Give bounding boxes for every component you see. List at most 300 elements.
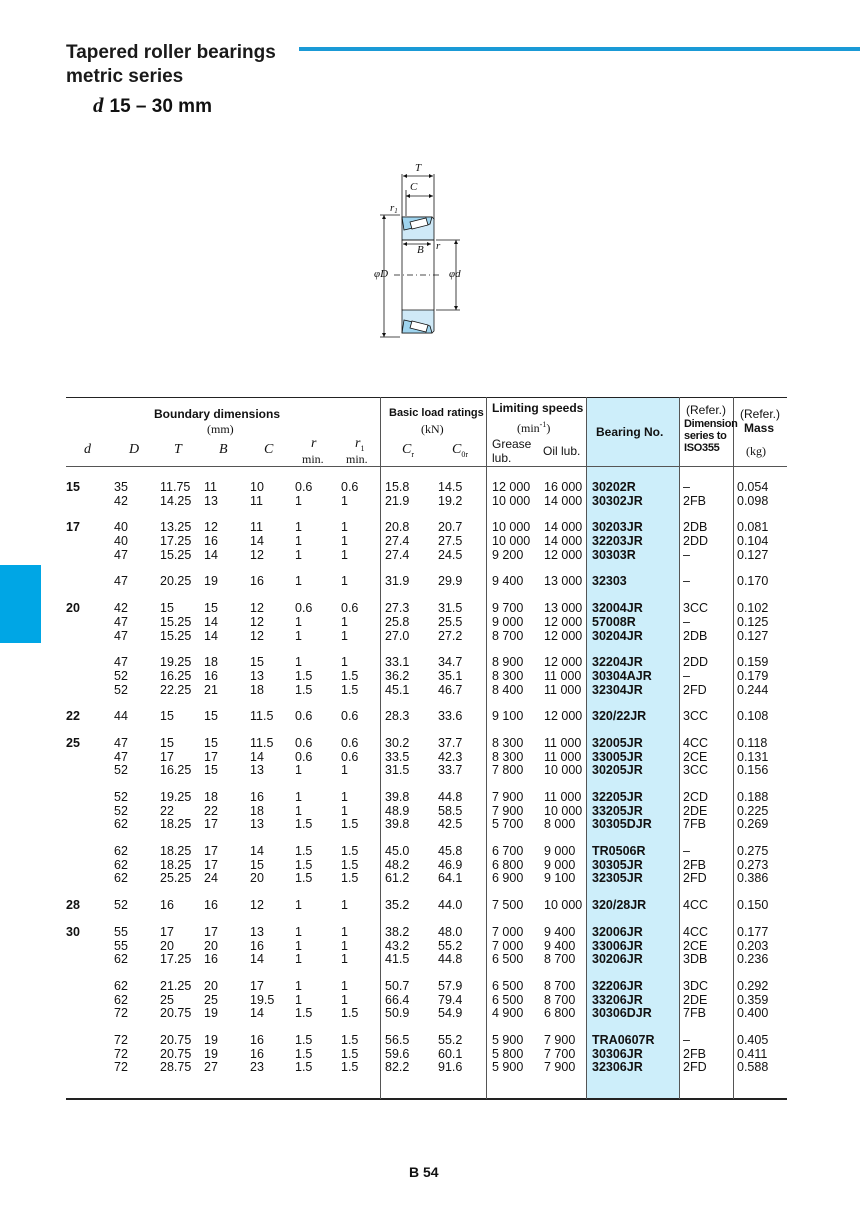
cell-T: 15 <box>160 709 174 724</box>
cell-r: 1 <box>295 493 302 508</box>
cell-grease: 6 500 <box>492 992 524 1007</box>
cell-Cr: 56.5 <box>385 1032 410 1047</box>
cell-bearing: 320/28JR <box>592 898 647 913</box>
table-row <box>66 737 787 751</box>
cell-T: 11.75 <box>160 480 191 494</box>
cell-r: 1 <box>295 628 302 643</box>
cell-bearing: 57008R <box>592 614 636 629</box>
cell-r: 1 <box>295 655 302 670</box>
cell-grease: 7 900 <box>492 790 524 804</box>
cell-grease: 7 000 <box>492 924 524 939</box>
cell-oil: 11 000 <box>544 668 582 683</box>
cell-r: 1.5 <box>295 1032 313 1047</box>
cell-T: 15.25 <box>160 614 192 629</box>
cell-B: 20 <box>204 938 218 953</box>
table-row <box>66 940 787 954</box>
cell-r1: 1 <box>341 547 348 562</box>
cell-D: 62 <box>114 978 128 993</box>
cell-r: 1.5 <box>295 682 313 697</box>
cell-B: 17 <box>204 749 218 764</box>
cell-r1: 1 <box>341 952 348 967</box>
cell-C: 14 <box>250 1006 264 1021</box>
cell-r: 1.5 <box>295 844 313 859</box>
cell-C0r: 29.9 <box>438 574 463 589</box>
table-row <box>66 630 787 644</box>
table-row <box>66 575 787 589</box>
table-row <box>66 1048 787 1062</box>
row-group <box>66 481 787 508</box>
cell-C0r: 44.0 <box>438 898 463 913</box>
col-header-Cr: $C_r$ <box>402 442 415 459</box>
cell-T: 15.25 <box>160 547 192 562</box>
cell-dim: 2DB <box>683 520 708 535</box>
cell-bearing: 32303 <box>592 574 627 589</box>
cell-T: 17.25 <box>160 534 192 549</box>
table-row <box>66 818 787 832</box>
cell-C: 11.5 <box>250 709 274 724</box>
table-row <box>66 926 787 940</box>
table-row <box>66 481 787 495</box>
cell-D: 42 <box>114 601 128 616</box>
cell-grease: 6 700 <box>492 844 524 859</box>
table-row <box>66 495 787 509</box>
cell-Cr: 21.9 <box>385 493 410 508</box>
cell-T: 20.25 <box>160 574 192 589</box>
cell-bearing: 32306JR <box>592 1060 643 1075</box>
cell-oil: 12 000 <box>544 628 583 643</box>
cell-r1: 0.6 <box>341 709 359 724</box>
cell-T: 17 <box>160 749 174 764</box>
cell-T: 20.75 <box>160 1006 192 1021</box>
cell-bearing: 30302JR <box>592 493 643 508</box>
table-body <box>66 481 787 1088</box>
cell-grease: 6 500 <box>492 978 524 993</box>
cell-mass: 0.127 <box>737 628 769 643</box>
cell-C0r: 44.8 <box>438 790 463 804</box>
cell-T: 16.25 <box>160 763 192 778</box>
cell-r: 1 <box>295 574 302 589</box>
cell-dim: 7FB <box>683 1006 706 1021</box>
table-row <box>66 602 787 616</box>
cell-r: 1 <box>295 978 302 993</box>
cell-r: 1.5 <box>295 668 313 683</box>
cell-D: 47 <box>114 749 128 764</box>
cell-T: 21.25 <box>160 978 192 993</box>
cell-dim: – <box>683 547 690 562</box>
cell-r1: 1.5 <box>341 1032 359 1047</box>
row-group <box>66 926 787 967</box>
cell-mass: 0.081 <box>737 520 769 535</box>
cell-r: 1 <box>295 520 302 535</box>
cell-mass: 0.054 <box>737 480 769 494</box>
cell-bearing: 30206JR <box>592 952 643 967</box>
table-row <box>66 899 787 913</box>
cell-r1: 1.5 <box>341 1006 359 1021</box>
cell-grease: 9 000 <box>492 614 524 629</box>
cell-C: 16 <box>250 1046 264 1061</box>
cell-oil: 12 000 <box>544 709 583 724</box>
cell-C0r: 79.4 <box>438 992 463 1007</box>
col-header-r: r <box>311 436 317 451</box>
cell-r1: 1 <box>341 803 348 818</box>
cell-oil: 9 400 <box>544 924 576 939</box>
cell-bearing: 33206JR <box>592 992 643 1007</box>
cell-B: 16 <box>204 952 218 967</box>
cell-Cr: 35.2 <box>385 898 410 913</box>
cell-oil: 10 000 <box>544 803 583 818</box>
cell-grease: 8 300 <box>492 749 524 764</box>
header-mass: Mass <box>744 421 775 435</box>
cell-B: 17 <box>204 924 218 939</box>
table-row <box>66 751 787 765</box>
cell-C0r: 42.3 <box>438 749 463 764</box>
cell-bearing: 32206JR <box>592 978 643 993</box>
cell-oil: 8 700 <box>544 992 576 1007</box>
cell-B: 20 <box>204 978 218 993</box>
cell-mass: 0.244 <box>737 682 769 697</box>
bearing-diagram <box>360 160 470 345</box>
cell-mass: 0.236 <box>737 952 769 967</box>
cell-mass: 0.118 <box>737 735 768 750</box>
cell-T: 18.25 <box>160 857 192 872</box>
cell-mass: 0.273 <box>737 857 769 872</box>
cell-r1: 1.5 <box>341 682 359 697</box>
cell-oil: 11 000 <box>544 735 582 750</box>
cell-C: 13 <box>250 763 264 778</box>
cell-D: 72 <box>114 1006 128 1021</box>
cell-grease: 5 700 <box>492 817 524 832</box>
size-range-value: 15 – 30 mm <box>109 96 212 117</box>
cell-dim: 3CC <box>683 601 709 616</box>
cell-Cr: 27.4 <box>385 547 410 562</box>
table-row <box>66 994 787 1008</box>
cell-Cr: 27.0 <box>385 628 410 643</box>
cell-T: 16.25 <box>160 668 192 683</box>
cell-bearing: 30305JR <box>592 857 643 872</box>
cell-T: 22 <box>160 803 174 818</box>
cell-C: 11 <box>250 493 263 508</box>
cell-C: 12 <box>250 601 264 616</box>
cell-Cr: 50.7 <box>385 978 410 993</box>
cell-grease: 8 300 <box>492 668 524 683</box>
cell-Cr: 31.9 <box>385 574 410 589</box>
cell-dim: 2FB <box>683 493 706 508</box>
cell-r: 1 <box>295 547 302 562</box>
col-header-r1-min: min. <box>346 452 368 466</box>
cell-B: 16 <box>204 898 218 913</box>
col-header-C: C <box>264 442 274 457</box>
cell-grease: 7 900 <box>492 803 524 818</box>
cell-r: 1 <box>295 763 302 778</box>
cell-r1: 1.5 <box>341 844 359 859</box>
cell-C0r: 46.7 <box>438 682 463 697</box>
cell-T: 20 <box>160 938 174 953</box>
cell-C0r: 34.7 <box>438 655 463 670</box>
cell-grease: 10 000 <box>492 493 531 508</box>
cell-bearing: 30202R <box>592 480 636 494</box>
cell-bearing: 320/22JR <box>592 709 647 724</box>
cell-bearing: TR0506R <box>592 844 646 859</box>
cell-oil: 7 700 <box>544 1046 576 1061</box>
cell-d: 30 <box>66 924 80 939</box>
cell-C0r: 44.8 <box>438 952 463 967</box>
page-number: B 54 <box>409 1164 439 1180</box>
cell-Cr: 50.9 <box>385 1006 410 1021</box>
cell-oil: 12 000 <box>544 547 583 562</box>
cell-d: 15 <box>66 480 80 494</box>
cell-dim: 2CD <box>683 790 709 804</box>
cell-d: 20 <box>66 601 80 616</box>
cell-D: 52 <box>114 668 128 683</box>
cell-Cr: 66.4 <box>385 992 410 1007</box>
cell-oil: 8 700 <box>544 978 576 993</box>
cell-grease: 9 100 <box>492 709 524 724</box>
header-limiting-unit: $(\min^{-1})$ <box>517 420 551 435</box>
cell-oil: 6 800 <box>544 1006 576 1021</box>
cell-mass: 0.156 <box>737 763 769 778</box>
cell-r: 1 <box>295 898 302 913</box>
header-rule <box>299 47 860 51</box>
cell-oil: 10 000 <box>544 763 583 778</box>
cell-r1: 1 <box>341 534 348 549</box>
cell-mass: 0.159 <box>737 655 769 670</box>
diagram-label-r: r <box>436 240 441 252</box>
row-group <box>66 602 787 643</box>
cell-T: 25.25 <box>160 871 192 886</box>
cell-mass: 0.386 <box>737 871 769 886</box>
cell-grease: 9 200 <box>492 547 524 562</box>
table-row <box>66 549 787 563</box>
cell-r1: 1 <box>341 992 348 1007</box>
section-tab[interactable] <box>0 565 41 643</box>
cell-D: 62 <box>114 844 128 859</box>
cell-dim: 2DB <box>683 628 708 643</box>
cell-B: 14 <box>204 547 218 562</box>
cell-grease: 8 400 <box>492 682 524 697</box>
cell-T: 19.25 <box>160 655 192 670</box>
cell-C0r: 33.6 <box>438 709 463 724</box>
cell-oil: 9 000 <box>544 844 576 859</box>
cell-mass: 0.150 <box>737 898 769 913</box>
diagram-label-B: B <box>417 244 424 256</box>
cell-C: 14 <box>250 952 264 967</box>
cell-D: 40 <box>114 520 128 535</box>
cell-Cr: 48.2 <box>385 857 410 872</box>
cell-T: 14.25 <box>160 493 192 508</box>
cell-C0r: 55.2 <box>438 938 463 953</box>
cell-r: 1 <box>295 924 302 939</box>
cell-B: 17 <box>204 817 218 832</box>
cell-C0r: 37.7 <box>438 735 463 750</box>
cell-C: 15 <box>250 857 264 872</box>
cell-B: 15 <box>204 735 218 750</box>
cell-r: 1 <box>295 803 302 818</box>
cell-T: 20.75 <box>160 1046 192 1061</box>
cell-grease: 7 800 <box>492 763 524 778</box>
title-line-1: Tapered roller bearings <box>66 42 276 63</box>
cell-T: 17.25 <box>160 952 192 967</box>
cell-C: 12 <box>250 898 264 913</box>
cell-oil: 10 000 <box>544 898 583 913</box>
cell-bearing: 30305DJR <box>592 817 652 832</box>
cell-B: 18 <box>204 790 218 804</box>
cell-mass: 0.127 <box>737 547 769 562</box>
cell-dim: 2FD <box>683 871 707 886</box>
cell-Cr: 30.2 <box>385 735 410 750</box>
cell-T: 16 <box>160 898 174 913</box>
header-dimension-series: Dimension series to ISO355 <box>684 418 738 454</box>
header-boundary-dimensions: Boundary dimensions <box>154 407 281 421</box>
cell-r: 1.5 <box>295 1046 313 1061</box>
cell-D: 47 <box>114 655 128 670</box>
cell-Cr: 31.5 <box>385 763 410 778</box>
cell-r1: 1 <box>341 574 348 589</box>
cell-d: 25 <box>66 735 80 750</box>
cell-Cr: 39.8 <box>385 790 410 804</box>
cell-oil: 8 000 <box>544 817 576 832</box>
table-row <box>66 980 787 994</box>
cell-mass: 0.098 <box>737 493 769 508</box>
cell-r: 0.6 <box>295 749 313 764</box>
cell-r1: 1.5 <box>341 668 359 683</box>
table-row <box>66 791 787 805</box>
cell-dim: 4CC <box>683 898 709 913</box>
col-header-grease: Grease lub. <box>492 437 532 465</box>
table-row <box>66 805 787 819</box>
cell-Cr: 82.2 <box>385 1060 410 1075</box>
cell-r1: 1 <box>341 898 348 913</box>
cell-r: 1 <box>295 938 302 953</box>
cell-Cr: 15.8 <box>385 480 410 494</box>
cell-B: 19 <box>204 1046 218 1061</box>
cell-D: 62 <box>114 871 128 886</box>
cell-dim: – <box>683 574 690 589</box>
row-group <box>66 575 787 589</box>
cell-Cr: 43.2 <box>385 938 410 953</box>
cell-oil: 11 000 <box>544 682 582 697</box>
cell-C: 16 <box>250 574 264 589</box>
cell-Cr: 33.5 <box>385 749 410 764</box>
cell-dim: 2DE <box>683 992 708 1007</box>
cell-T: 28.75 <box>160 1060 192 1075</box>
cell-r1: 1.5 <box>341 857 359 872</box>
cell-C0r: 91.6 <box>438 1060 463 1075</box>
cell-r1: 1 <box>341 790 348 804</box>
cell-mass: 0.400 <box>737 1006 769 1021</box>
table-row <box>66 1007 787 1021</box>
cell-r1: 1 <box>341 763 348 778</box>
cell-B: 21 <box>204 682 218 697</box>
cell-mass: 0.269 <box>737 817 769 832</box>
cell-grease: 6 500 <box>492 952 524 967</box>
cell-oil: 7 900 <box>544 1032 576 1047</box>
diagram-label-D: φD <box>374 268 389 280</box>
cell-B: 25 <box>204 992 218 1007</box>
cell-D: 47 <box>114 614 128 629</box>
header-limiting-speeds: Limiting speeds <box>492 401 584 415</box>
cell-r1: 1 <box>341 628 348 643</box>
cell-C: 12 <box>250 547 264 562</box>
row-group <box>66 845 787 886</box>
cell-C0r: 60.1 <box>438 1046 463 1061</box>
cell-T: 17 <box>160 924 174 939</box>
cell-mass: 0.411 <box>737 1046 768 1061</box>
cell-mass: 0.131 <box>737 749 769 764</box>
cell-dim: 2DE <box>683 803 708 818</box>
cell-dim: 2CE <box>683 938 708 953</box>
cell-T: 15 <box>160 601 174 616</box>
cell-r1: 1.5 <box>341 871 359 886</box>
cell-B: 22 <box>204 803 218 818</box>
row-group <box>66 521 787 562</box>
cell-Cr: 45.1 <box>385 682 410 697</box>
cell-r: 0.6 <box>295 709 313 724</box>
col-header-oil: Oil lub. <box>543 444 581 458</box>
table-row <box>66 872 787 886</box>
cell-B: 16 <box>204 534 218 549</box>
cell-Cr: 28.3 <box>385 709 410 724</box>
cell-B: 14 <box>204 614 218 629</box>
cell-C0r: 48.0 <box>438 924 463 939</box>
cell-oil: 16 000 <box>544 480 583 494</box>
cell-C0r: 55.2 <box>438 1032 463 1047</box>
cell-D: 42 <box>114 493 128 508</box>
cell-r: 0.6 <box>295 480 313 494</box>
cell-C: 12 <box>250 628 264 643</box>
cell-D: 47 <box>114 574 128 589</box>
cell-oil: 9 100 <box>544 871 576 886</box>
table-row <box>66 656 787 670</box>
cell-dim: – <box>683 1032 690 1047</box>
cell-C0r: 54.9 <box>438 1006 463 1021</box>
cell-B: 15 <box>204 601 218 616</box>
cell-dim: 3DC <box>683 978 709 993</box>
cell-C: 14 <box>250 844 264 859</box>
cell-dim: 4CC <box>683 735 709 750</box>
size-range <box>93 94 212 118</box>
cell-mass: 0.170 <box>737 574 769 589</box>
cell-grease: 4 900 <box>492 1006 524 1021</box>
cell-T: 19.25 <box>160 790 192 804</box>
cell-r1: 1 <box>341 938 348 953</box>
cell-grease: 6 900 <box>492 871 524 886</box>
cell-dim: 2FD <box>683 682 707 697</box>
cell-oil: 9 000 <box>544 857 576 872</box>
cell-C0r: 64.1 <box>438 871 463 886</box>
cell-C: 18 <box>250 803 264 818</box>
col-header-B: B <box>219 442 228 457</box>
cell-C: 10 <box>250 480 264 494</box>
cell-oil: 14 000 <box>544 520 583 535</box>
col-header-D: D <box>129 442 140 457</box>
cell-r1: 0.6 <box>341 749 359 764</box>
col-header-T: T <box>174 442 182 457</box>
cell-bearing: 30306JR <box>592 1046 643 1061</box>
cell-r1: 0.6 <box>341 735 359 750</box>
cell-r: 1.5 <box>295 871 313 886</box>
cell-mass: 0.203 <box>737 938 769 953</box>
cell-r1: 1 <box>341 614 348 629</box>
cell-grease: 5 900 <box>492 1032 524 1047</box>
cell-C0r: 19.2 <box>438 493 463 508</box>
cell-dim: 3CC <box>683 763 709 778</box>
cell-mass: 0.405 <box>737 1032 769 1047</box>
cell-B: 16 <box>204 668 218 683</box>
table-row <box>66 1034 787 1048</box>
cell-D: 47 <box>114 628 128 643</box>
diagram-label-T: T <box>415 162 422 174</box>
cell-oil: 12 000 <box>544 655 583 670</box>
